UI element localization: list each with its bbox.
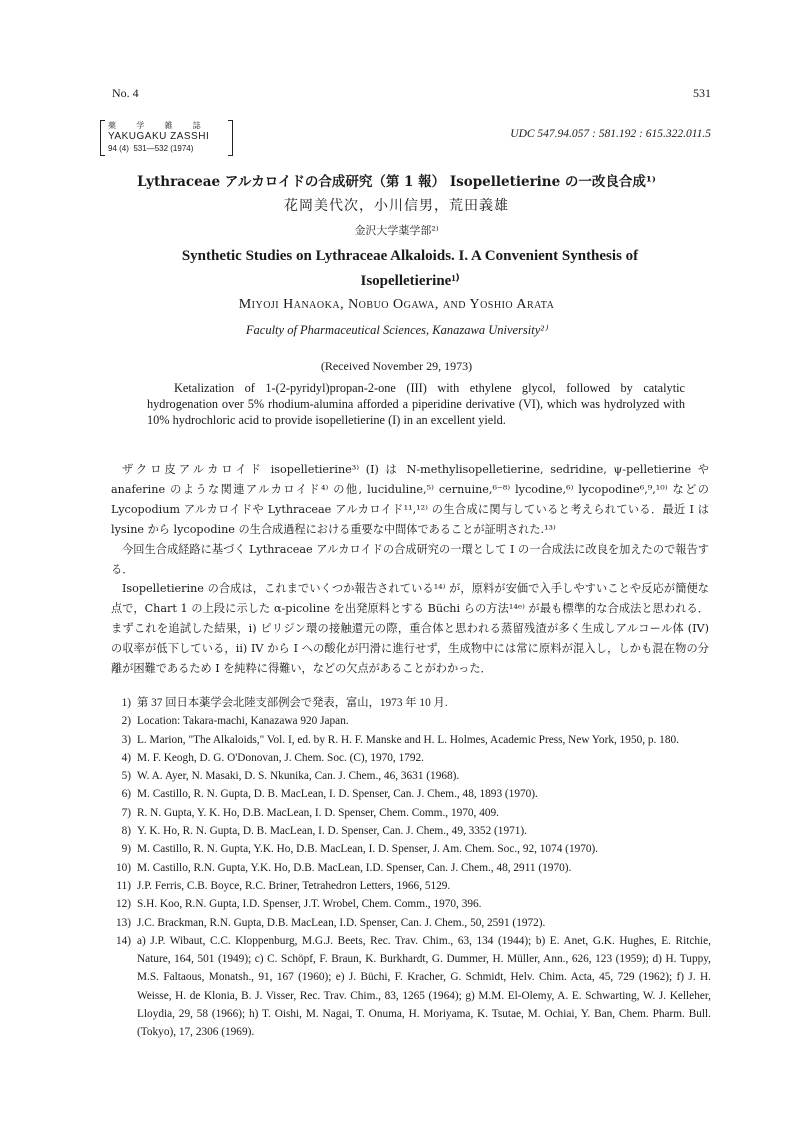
- reference-number: 2): [121, 715, 131, 728]
- reference-text: 第 37 回日本薬学会北陸支部例会で発表，富山，1973 年 10 月.: [137, 697, 448, 709]
- reference-item: [111, 895, 711, 913]
- running-head: [112, 86, 711, 102]
- abstract: [147, 381, 685, 428]
- reference-number: 4): [121, 751, 131, 764]
- received-date: (Received November 29, 1973): [320, 359, 473, 373]
- body-paragraph: Isopelletierine の合成は，これまでいくつか報告されている¹⁴⁾ が，原料が安価で入手しやすいことや反応が簡便な点で，Chart 1 の上段に示した α-picoline を出発原料とする Büchi らの方法¹⁴ᵉ⁾ が最も標準的な合成法と思われる．まずこれを追試した結果，i) ピリジン環の接触還元の際，重合体と思われる蒸留残渣が多く生成しアルコール体 (IV) の収率が低下している，ii) IV から I への酸化が円滑に進行せず，生成物中には常に原料が混入し，しかも混在物の分離が困難であるため I を純粋に得難い，などの欠点があることがわかった．: [111, 582, 709, 676]
- page-number: 531: [693, 86, 711, 100]
- reference-item: [111, 712, 711, 730]
- references-list: [111, 694, 711, 1042]
- body-text: [111, 460, 709, 679]
- abstract-text: Ketalization of 1-(2-pyridyl)propan-2-one (III) with ethylene glycol, followed by catalytic hydrogenation over 5% rhodium-alumina afforded a piperidine derivative (VI), which was hydrolyzed with 10% hydrochloric acid to provide isopelletierine (I) in an excellent yield.: [147, 381, 685, 427]
- reference-text: L. Marion, "The Alkaloids," Vol. I, ed. by R. H. F. Manske and H. L. Holmes, Academic Press, New York, 1950, p. 180.: [137, 733, 679, 746]
- title-english: Synthetic Studies on Lythraceae Alkaloids. I. A Convenient Synthesis of Isopelletierine¹⁾: [181, 248, 639, 289]
- reference-text: R. N. Gupta, Y. K. Ho, D.B. MacLean, I. D. Spenser, Chem. Comm., 1970, 409.: [137, 806, 499, 819]
- reference-item: [111, 840, 711, 858]
- reference-text: M. Castillo, R. N. Gupta, Y.K. Ho, D.B. MacLean, I. D. Spenser, J. Am. Chem. Soc., 92, 1074 (1970).: [137, 843, 599, 856]
- reference-number: 13): [115, 916, 131, 929]
- reference-text: M. F. Keogh, D. G. O'Donovan, J. Chem. Soc. (C), 1970, 1792.: [137, 751, 424, 764]
- reference-text: W. A. Ayer, N. Masaki, D. S. Nkunika, Can. J. Chem., 46, 3631 (1968).: [137, 770, 460, 783]
- title-japanese: Lythraceae アルカロイドの合成研究（第 1 報） Isopelletierine の一改良合成¹⁾: [137, 174, 656, 190]
- reference-text: J.C. Brackman, R.N. Gupta, D.B. MacLean, I.D. Spenser, Can. J. Chem., 50, 2591 (1972).: [137, 916, 546, 929]
- reference-number: 6): [121, 788, 131, 801]
- reference-number: 5): [121, 770, 131, 783]
- reference-item: [111, 859, 711, 877]
- reference-number: 3): [121, 733, 131, 746]
- reference-item: [111, 785, 711, 803]
- affiliation-japanese: 金沢大学薬学部²⁾: [354, 224, 439, 237]
- reference-text: Y. K. Ho, R. N. Gupta, D. B. MacLean, I. D. Spenser, Can. J. Chem., 49, 3352 (1971).: [137, 825, 527, 838]
- affiliation-english: Faculty of Pharmaceutical Sciences, Kanazawa University²⁾: [245, 323, 548, 337]
- authors-japanese: 花岡美代次，小川信男，荒田義雄: [284, 198, 509, 214]
- reference-item: [111, 932, 711, 1042]
- reference-text: J.P. Ferris, C.B. Boyce, R.C. Briner, Tetrahedron Letters, 1966, 5129.: [137, 879, 451, 892]
- reference-number: 9): [121, 843, 131, 856]
- reference-number: 10): [115, 861, 131, 874]
- reference-item: [111, 822, 711, 840]
- journal-en-title: YAKUGAKU ZASSHI: [108, 131, 210, 142]
- reference-item: [111, 914, 711, 932]
- journal-citation-box: [100, 120, 240, 156]
- reference-text: S.H. Koo, R.N. Gupta, I.D. Spenser, J.T. Wrobel, Chem. Comm., 1970, 396.: [137, 898, 482, 911]
- reference-number: 12): [115, 898, 131, 911]
- reference-number: 14): [115, 934, 131, 947]
- reference-text: Location: Takara-machi, Kanazawa 920 Japan.: [137, 715, 349, 728]
- body-paragraph: 今回生合成経路に基づく Lythraceae アルカロイドの合成研究の一環として I の一合成法に改良を加えたので報告する．: [111, 542, 709, 576]
- journal-volume: 94 (4) 531—532 (1974): [108, 144, 194, 153]
- reference-item: [111, 877, 711, 895]
- udc-code: UDC 547.94.057 : 581.192 : 615.322.011.5: [510, 128, 711, 140]
- journal-jp-title: 薬 学 雑 誌: [108, 121, 210, 130]
- reference-item: [111, 804, 711, 822]
- reference-text: M. Castillo, R. N. Gupta, D. B. MacLean, I. D. Spenser, Can. J. Chem., 48, 1893 (1970).: [137, 788, 538, 801]
- bracket-right: [228, 120, 233, 156]
- reference-item: [111, 694, 711, 712]
- reference-item: [111, 767, 711, 785]
- reference-item: [111, 731, 711, 749]
- reference-number: 7): [121, 806, 131, 819]
- reference-number: 8): [121, 825, 131, 838]
- reference-number: 11): [116, 879, 131, 892]
- authors-english: Miyoji Hanaoka, Nobuo Ogawa, and Yoshio Arata: [238, 297, 555, 312]
- reference-number: 1): [121, 697, 131, 709]
- bracket-left: [100, 120, 105, 156]
- reference-item: [111, 749, 711, 767]
- issue-number: No. 4: [112, 86, 139, 100]
- body-paragraph: ザクロ皮アルカロイド isopelletierine³⁾ (I) は N-methylisopelletierine, sedridine, ψ-pelletierine や anaferine のような関連アルカロイド⁴⁾ の他, luciduline,⁵⁾ cernuine,⁶⁻⁸⁾ lycodine,⁶⁾ lycopodine⁶,⁹,¹⁰⁾ などの Lycopodium アルカロイドや Lythraceae アルカロイド¹¹,¹²⁾ の生合成に関与していると考えられている．最近 I は lysine から lycopodine の生合成過程における重要な中間体であることが証明された.¹³⁾: [111, 463, 709, 536]
- reference-text: M. Castillo, R.N. Gupta, Y.K. Ho, D.B. MacLean, I.D. Spenser, Can. J. Chem., 48, 2911 (1970).: [137, 861, 572, 874]
- reference-text: a) J.P. Wibaut, C.C. Kloppenburg, M.G.J. Beets, Rec. Trav. Chim., 63, 134 (1944); b) E. Anet, G.K. Hughes, E. Ritchie, Nature, 164, 501 (1949); c) C. Schöpf, F. Braun, K. Burkhardt, G. Dummer, H. Müller, Ann., 626, 123 (1959); d) H. Tuppy, M.S. Faltaous, Monatsh., 91, 167 (1960); e) J. Büchi, F. Kracher, G. Schmidt, Helv. Chim. Acta, 45, 729 (1962); f) J. H. Weisse, H. de Klonia, B. J. Visser, Rec. Trav. Chim., 83, 1265 (1964); g) M.M. El-Olemy, A. E. Schwarting, W. J. Kelleher, Lloydia, 29, 58 (1966); h) T. Oishi, M. Nagai, T. Onuma, H. Moriyama, K. Tsutae, M. Ochiai, Y. Ban, Chem. Pharm. Bull. (Tokyo), 17, 2306 (1969).: [137, 934, 711, 1039]
